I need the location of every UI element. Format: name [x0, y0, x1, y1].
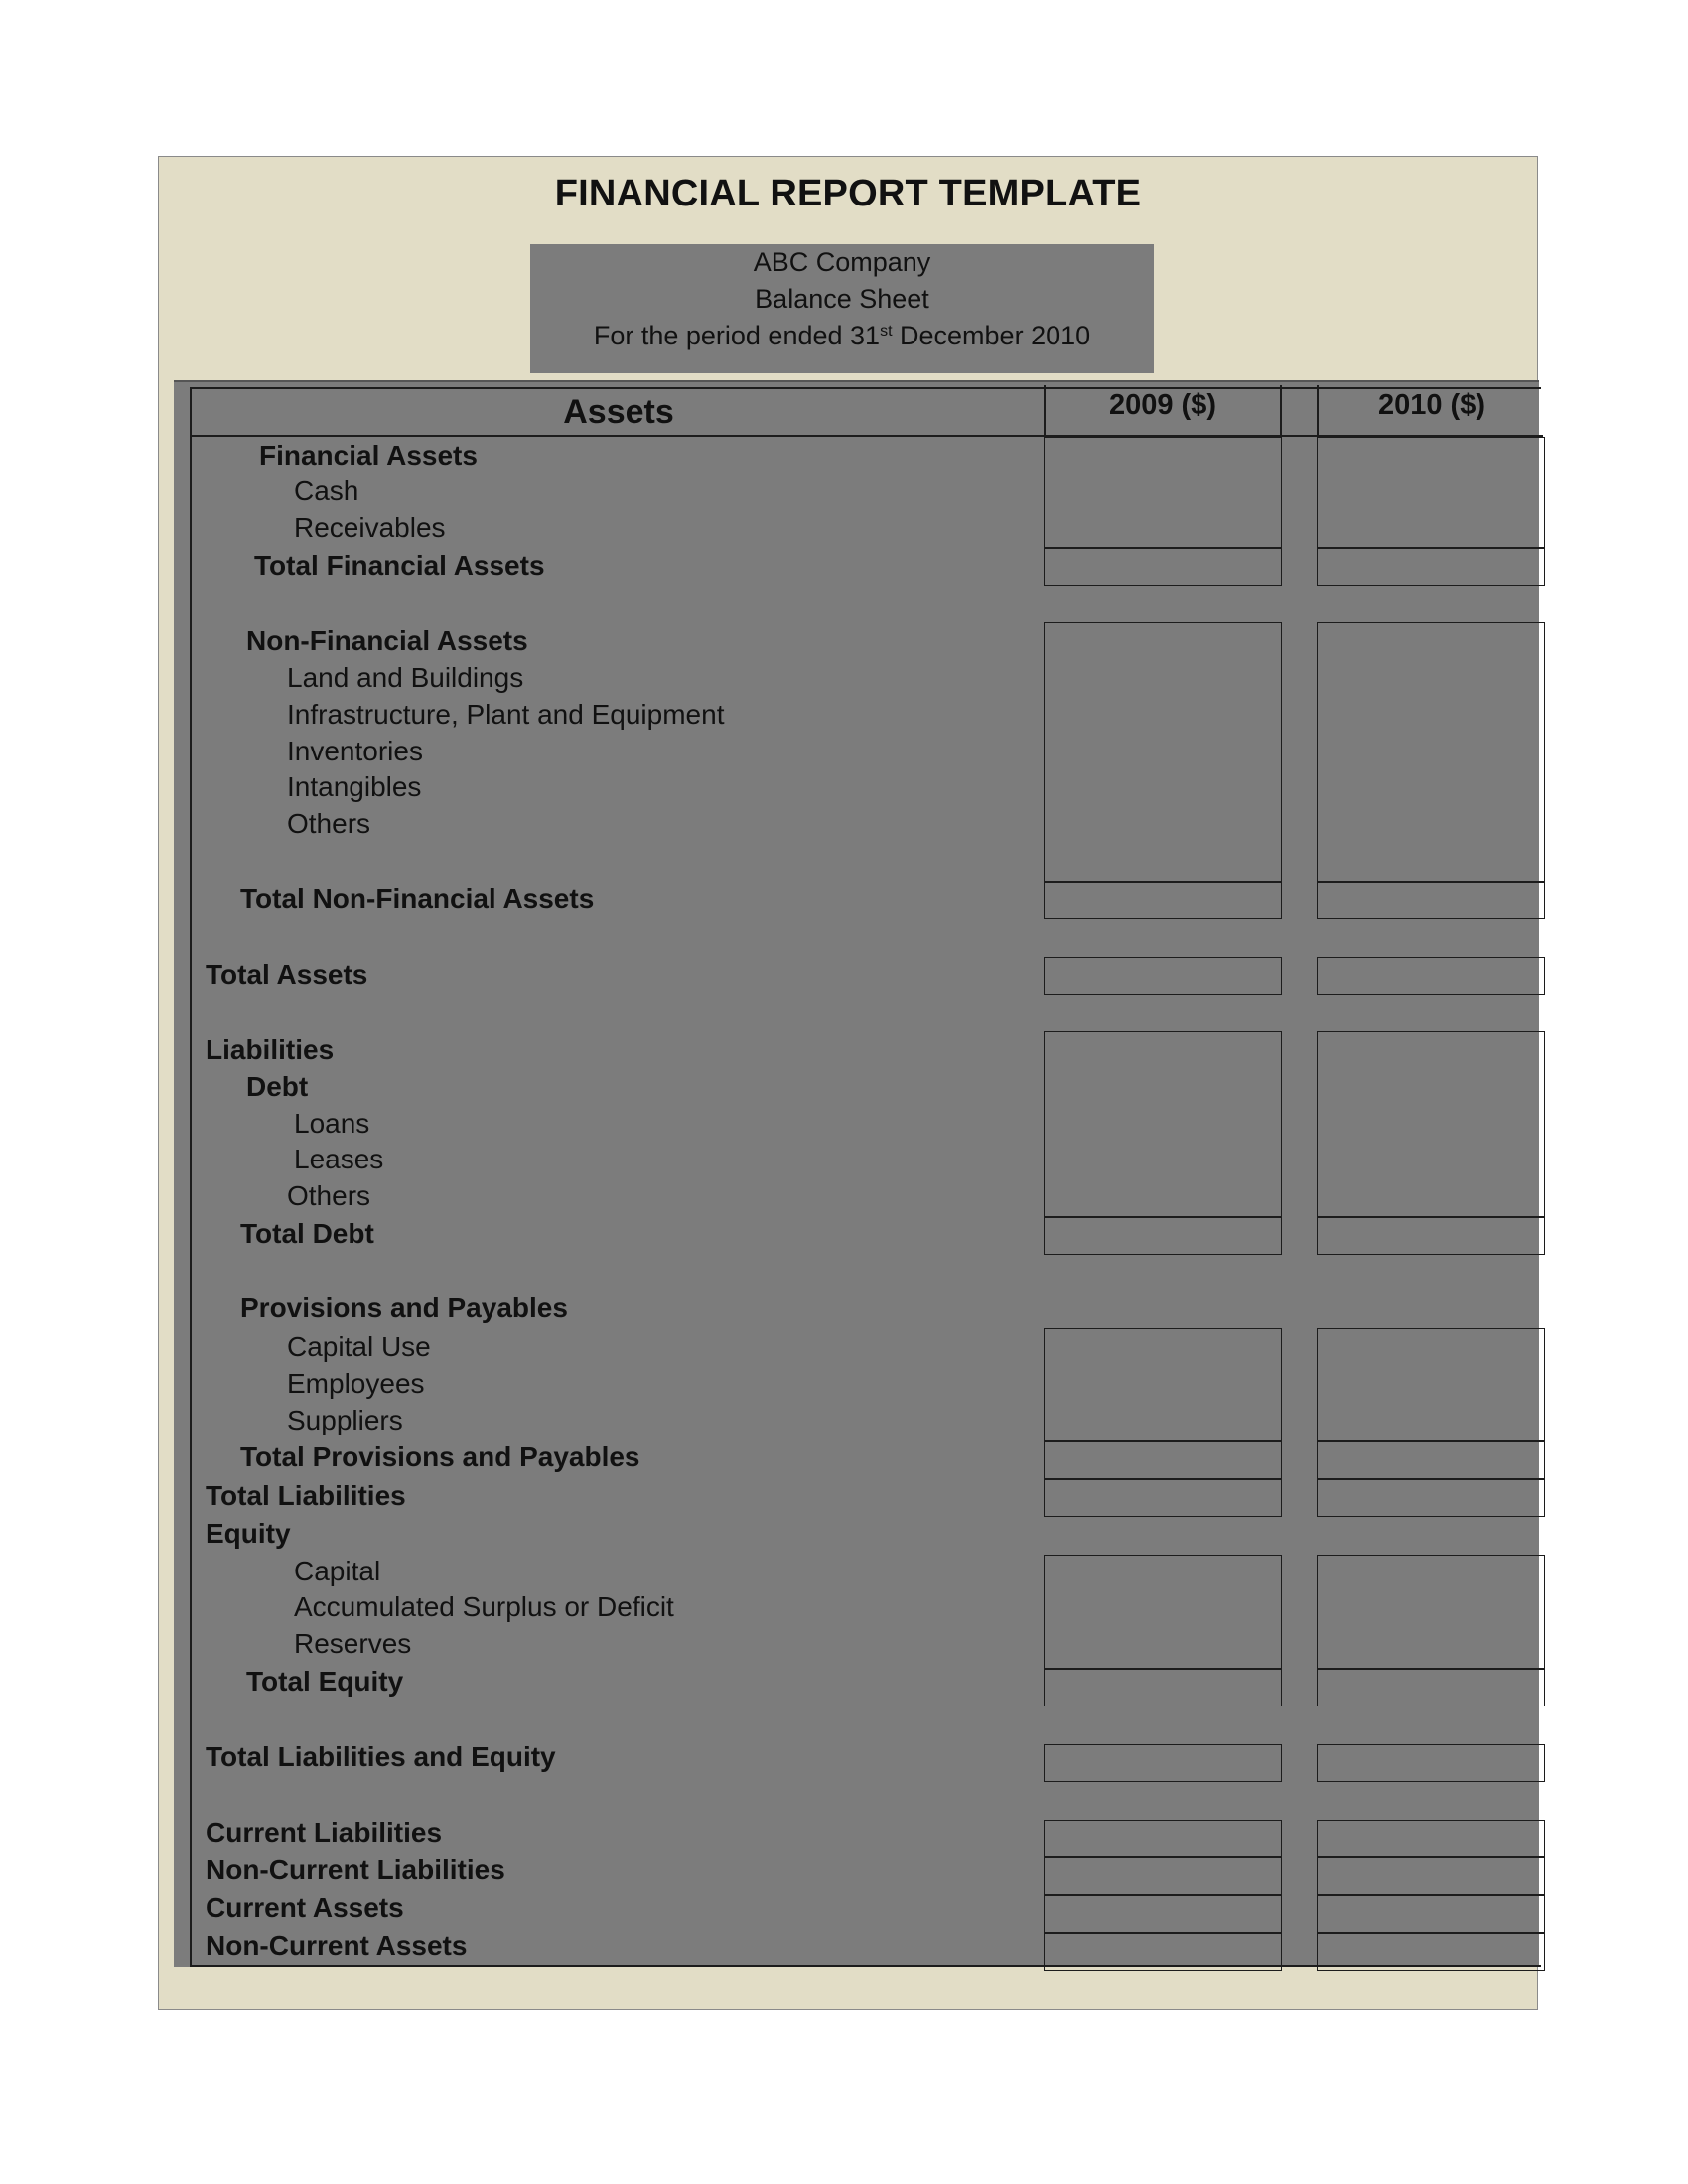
row-label: Total Non-Financial Assets: [240, 884, 595, 914]
row-label: Inventories: [287, 736, 423, 766]
row-label: Non-Current Liabilities: [206, 1854, 505, 1885]
cell-2009[interactable]: [1044, 622, 1282, 882]
column-header-2010: 2010 ($): [1317, 385, 1545, 435]
cell-2009[interactable]: [1044, 1555, 1282, 1669]
reporting-period: For the period ended 31st December 2010: [593, 321, 1091, 350]
row-label: Cash: [294, 476, 359, 506]
row-label: Total Debt: [240, 1218, 374, 1249]
cell-2009[interactable]: [1044, 1217, 1282, 1255]
row-label: Provisions and Payables: [240, 1293, 568, 1323]
row-label: Receivables: [294, 512, 446, 543]
row-label: Total Liabilities and Equity: [206, 1741, 556, 1772]
cell-2009[interactable]: [1044, 1820, 1282, 1857]
cell-2010[interactable]: [1317, 1031, 1545, 1217]
cell-2010[interactable]: [1317, 437, 1545, 548]
cell-2009[interactable]: [1044, 1441, 1282, 1479]
table-header-row: [192, 389, 1543, 437]
row-label: Equity: [206, 1518, 291, 1549]
cell-2010[interactable]: [1317, 622, 1545, 882]
report-title: FINANCIAL REPORT TEMPLATE: [554, 173, 1142, 214]
row-label: Capital: [294, 1556, 381, 1586]
row-label: Debt: [246, 1071, 309, 1102]
cell-2009[interactable]: [1044, 437, 1282, 548]
cell-2009[interactable]: [1044, 1479, 1282, 1517]
cell-2010[interactable]: [1317, 882, 1545, 919]
cell-2010[interactable]: [1317, 1744, 1545, 1782]
cell-2010[interactable]: [1317, 1820, 1545, 1857]
row-label: Financial Assets: [259, 440, 478, 471]
cell-2010[interactable]: [1317, 1555, 1545, 1669]
cell-2010[interactable]: [1317, 1895, 1545, 1933]
row-label: Current Assets: [206, 1892, 404, 1923]
row-label: Total Financial Assets: [254, 550, 545, 581]
balance-sheet-panel: [174, 380, 1539, 1967]
cell-2010[interactable]: [1317, 1441, 1545, 1479]
row-label: Infrastructure, Plant and Equipment: [287, 699, 725, 730]
row-label: Suppliers: [287, 1405, 403, 1435]
cell-2010[interactable]: [1317, 1328, 1545, 1441]
row-label: Total Assets: [206, 959, 368, 990]
row-label: Total Equity: [246, 1666, 404, 1697]
cell-2009[interactable]: [1044, 1895, 1282, 1933]
cell-2009[interactable]: [1044, 957, 1282, 995]
row-label: Non-Current Assets: [206, 1930, 468, 1961]
report-sheet: [158, 156, 1538, 2010]
cell-2009[interactable]: [1044, 1857, 1282, 1895]
assets-header: Assets: [563, 393, 674, 431]
row-label: Others: [287, 808, 371, 839]
row-label: Total Provisions and Payables: [240, 1441, 640, 1472]
cell-2010[interactable]: [1317, 1479, 1545, 1517]
cell-2009[interactable]: [1044, 548, 1282, 586]
row-label: Liabilities: [206, 1034, 335, 1065]
column-header-2009: 2009 ($): [1044, 385, 1282, 435]
row-label: Intangibles: [287, 771, 422, 802]
row-label: Loans: [294, 1108, 370, 1139]
cell-2009[interactable]: [1044, 1031, 1282, 1217]
cell-2010[interactable]: [1317, 1933, 1545, 1971]
statement-name: Balance Sheet: [755, 284, 929, 314]
cell-2010[interactable]: [1317, 1217, 1545, 1255]
company-name: ABC Company: [753, 247, 931, 277]
cell-2009[interactable]: [1044, 1933, 1282, 1971]
cell-2009[interactable]: [1044, 1744, 1282, 1782]
row-label: Others: [287, 1180, 371, 1211]
row-label: Capital Use: [287, 1331, 431, 1362]
cell-2009[interactable]: [1044, 882, 1282, 919]
row-label: Reserves: [294, 1628, 412, 1659]
row-label: Leases: [294, 1144, 384, 1174]
cell-2009[interactable]: [1044, 1669, 1282, 1706]
row-label: Current Liabilities: [206, 1817, 443, 1847]
balance-sheet-table: [190, 387, 1541, 1967]
row-label: Employees: [287, 1368, 425, 1399]
row-label: Total Liabilities: [206, 1480, 406, 1511]
row-label: Non-Financial Assets: [246, 625, 528, 656]
statement-header: [530, 244, 1154, 373]
cell-2010[interactable]: [1317, 1857, 1545, 1895]
row-label: Land and Buildings: [287, 662, 524, 693]
row-label: Accumulated Surplus or Deficit: [294, 1591, 674, 1622]
cell-2010[interactable]: [1317, 957, 1545, 995]
cell-2009[interactable]: [1044, 1328, 1282, 1441]
cell-2010[interactable]: [1317, 1669, 1545, 1706]
cell-2010[interactable]: [1317, 548, 1545, 586]
